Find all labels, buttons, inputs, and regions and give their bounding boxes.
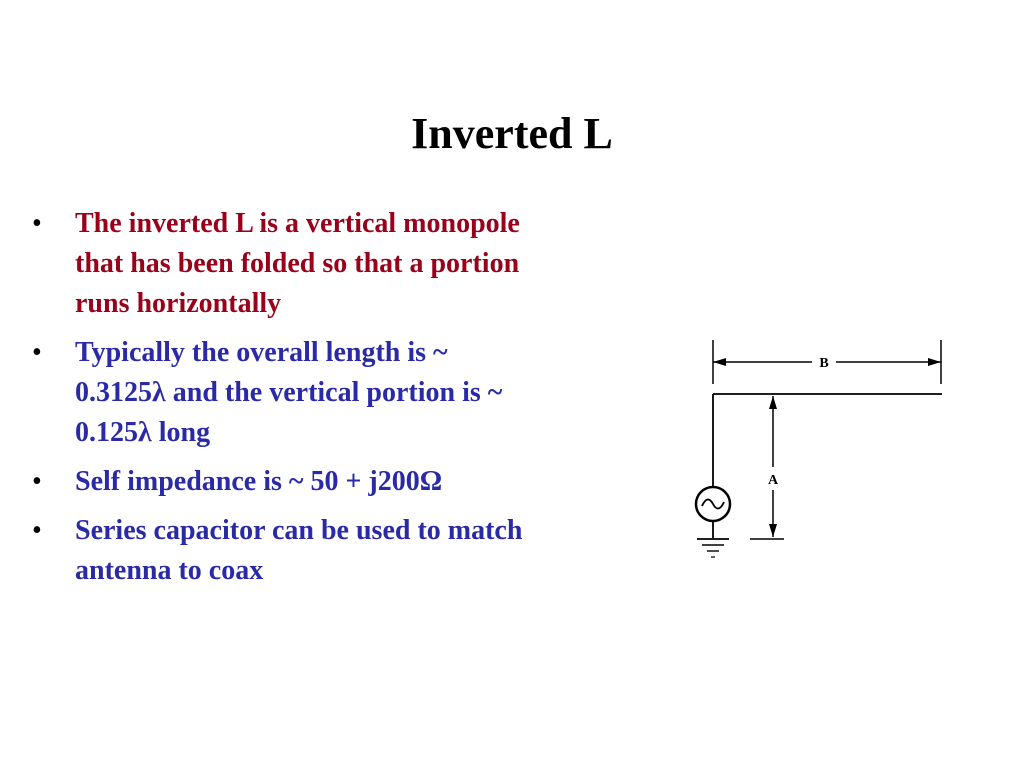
- bullet-marker: •: [32, 515, 42, 546]
- slide-title: Inverted L: [411, 109, 613, 158]
- dimension-a-arrow-top: [769, 396, 777, 409]
- bullet-marker: •: [32, 337, 42, 368]
- ground-icon: [697, 539, 729, 557]
- dimension-a-arrow-bottom: [769, 524, 777, 537]
- dimension-b-arrow-right: [928, 358, 941, 366]
- bullet-item-overall-length: [32, 333, 542, 453]
- ac-source-icon: [696, 487, 730, 521]
- bullet-text: The inverted L is a vertical monopole that has been folded so that a portion runs horizontally: [75, 208, 520, 319]
- bullet-marker: •: [32, 208, 42, 239]
- bullet-marker: •: [32, 466, 42, 497]
- bullet-item-self-impedance: [32, 462, 542, 502]
- inverted-l-antenna-diagram: [680, 330, 950, 570]
- bullet-item-series-capacitor: [32, 511, 542, 591]
- dimension-a-label: A: [767, 473, 779, 488]
- dimension-b-label: B: [819, 356, 829, 371]
- dimension-b-arrow-left: [713, 358, 726, 366]
- bullet-text: Series capacitor can be used to match antenna to coax: [75, 515, 523, 586]
- bullet-text: Typically the overall length is ~ 0.3125λ and the vertical portion is ~ 0.125λ long: [75, 337, 503, 448]
- bullet-text: Self impedance is ~ 50 + j200Ω: [75, 466, 443, 497]
- bullet-item-inverted-l-definition: [32, 204, 542, 324]
- bullet-list: [32, 204, 542, 600]
